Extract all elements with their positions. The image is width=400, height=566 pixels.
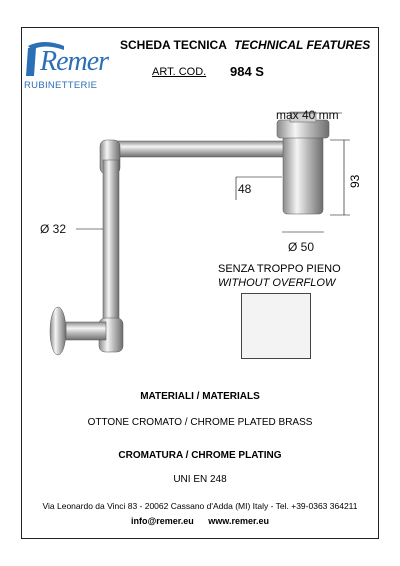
art-cod-label: ART. COD. [152, 66, 207, 78]
vertical-pipe [103, 160, 119, 330]
drain-detail-image [241, 293, 311, 359]
overflow-note-en: WITHOUT OVERFLOW [218, 277, 336, 289]
footer-address: Via Leonardo da Vinci 83 - 20062 Cassano d'Adda (MI) Italy - Tel. +39-0363 364211 [42, 501, 358, 511]
footer-contacts [21, 516, 379, 526]
dim-cup-diameter: Ø 50 [288, 240, 315, 254]
art-cod-value: 984 S [230, 64, 264, 79]
dim-max-depth: max 40 mm [276, 108, 339, 122]
footer-website[interactable]: www.remer.eu [208, 516, 269, 526]
trap-cap [277, 120, 329, 138]
logo-brand: Remer [40, 46, 109, 77]
trap-cup [283, 134, 323, 214]
materials-heading: MATERIALI / MATERIALS [140, 391, 260, 402]
plating-heading: CROMATURA / CHROME PLATING [118, 450, 282, 461]
materials-value: OTTONE CROMATO / CHROME PLATED BRASS [87, 417, 313, 428]
plating-value: UNI EN 248 [173, 474, 227, 485]
top-pipe [104, 141, 290, 157]
dim-pipe-diameter: Ø 32 [40, 222, 67, 236]
wall-flange [50, 307, 66, 355]
logo-subtitle: RUBINETTERIE [24, 80, 98, 91]
overflow-note-it: SENZA TROPPO PIENO [218, 263, 341, 275]
dim-offset: 48 [238, 182, 252, 196]
title-italian: SCHEDA TECNICA [120, 38, 227, 52]
dim-height: 93 [348, 174, 362, 188]
footer-email[interactable]: info@remer.eu [130, 516, 194, 526]
title-english: TECHNICAL FEATURES [234, 38, 371, 52]
